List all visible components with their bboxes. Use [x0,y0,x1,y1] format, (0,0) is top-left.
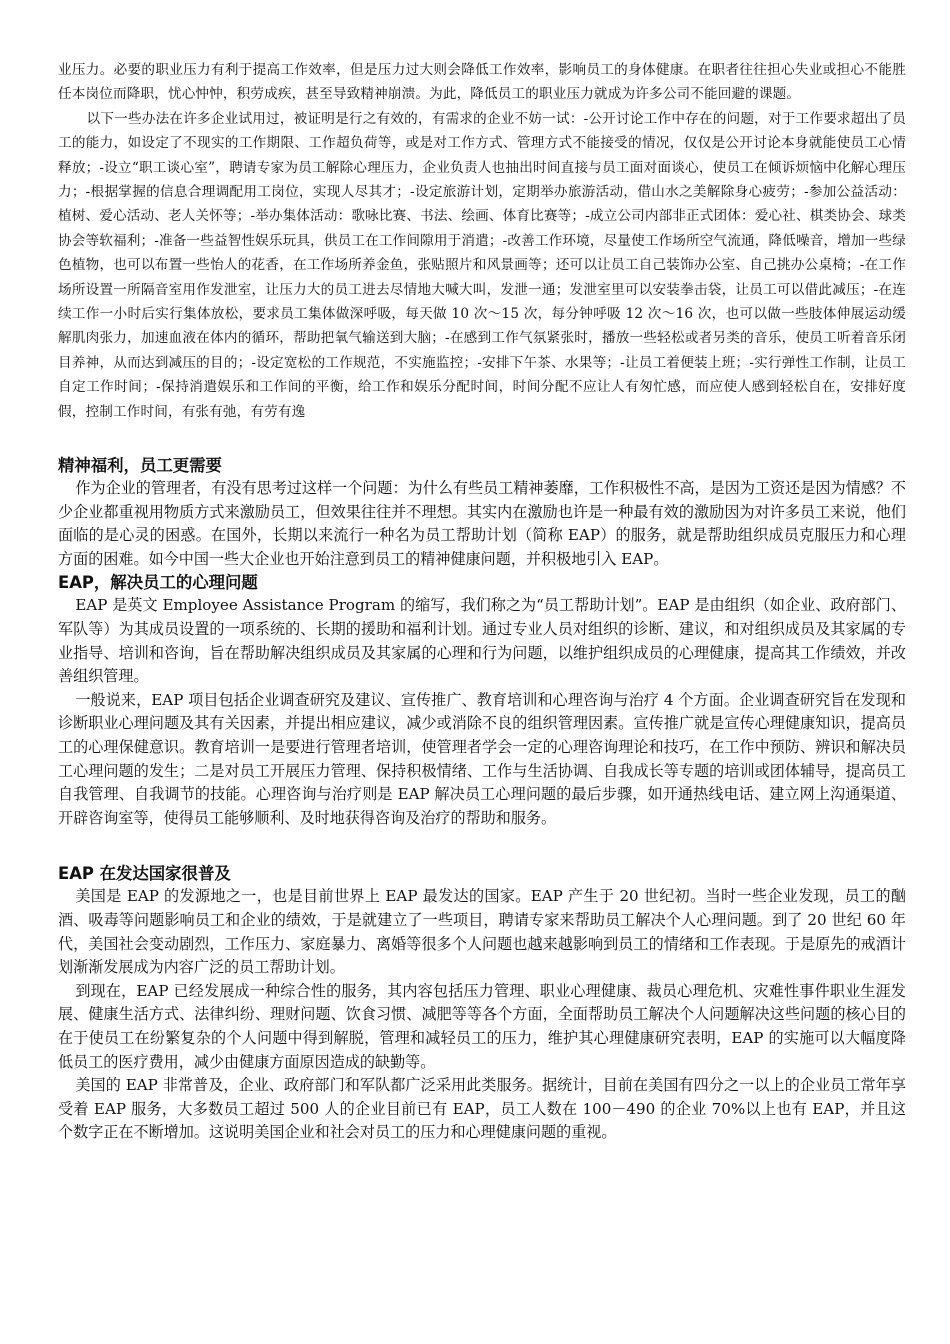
section-heading: EAP，解决员工的心理问题 [58,573,258,593]
stress-methods-paragraph: 以下一些办法在许多企业试用过，被证明是行之有效的，有需求的企业不妨一试：-公开讨论工作中存在的问题，对于工作要求超出了员工的能力，如设定了不现实的工作期限、工作超负荷等，或是对工作方式、管理方式不能接受的情况，仅仅是公开讨论本身就能使员工心情释放；-设立“职工谈心室”，聘请专家为员工解除心理压力，企业负责人也抽出时间直接与员工面对面谈心，使员工在倾诉烦恼中化解心理压力；-根据掌握的信息合理调配用工岗位，实现人尽其才；-设定旅游计划，定期举办旅游活动，借山水之美解除身心疲劳；-参加公益活动：植树、爱心活动、老人关怀等；-举办集体活动：歌咏比赛、书法、绘画、体育比赛等；-成立公司内部非正式团体：爱心社、棋类协会、球类协会等软福利；-准备一些益智性娱乐玩具，供员工在工作间隙用于消遣；-改善工作环境，尽量使工作场所空气流通，降低噪音，增加一些绿色植物，也可以布置一些怡人的花香，在工作场所养金鱼，张贴照片和风景画等；还可以让员工自己装饰办公室、自己挑办公桌椅；-在工作场所设置一所隔音室用作发泄室，让压力大的员工进去尽情地大喊大叫，发泄一通；发泄室里可以安装拳击袋，让员工可以借此减压；-在连续工作一小时后实行集体放松，要求员工集体做深呼吸，每天做 10 次～15 次，每分钟呼吸 12 次～16 次，也可以做一些肢体伸展运动缓解肌肉张力，加速血液在体内的循环，帮助把氧气输送到大脑；-在感到工作气氛紧张时，播放一些轻松或者另类的音乐，使员工听着音乐闭目养神，从而达到减压的目的；-设定宽松的工作规范，不实施监控；-安排下午茶、水果等；-让员工着便装上班；-实行弹性工作制，让员工自定工作时间；-保持消遣娱乐和工作间的平衡，给工作和娱乐分配时间，时间分配不应让人有匆忙感，而应使人感到轻松自在，安排好度假，控制工作时间，有张有弛，有劳有逸 [58,110,906,420]
section-paragraph: 作为企业的管理者，有没有思考过这样一个问题：为什么有些员工精神萎靡，工作积极性不高，是因为工资还是因为情感？不少企业都重视用物质方式来激励员工，但效果往往并不理想。其实内在激励也许是一种最有效的激励因为对许多员工来说，他们面临的是心灵的困惑。在国外，长期以来流行一种名为员工帮助计划（简称 EAP）的服务，就是帮助组织成员克服压力和心理方面的困难。如今中国一些大企业也开始注意到员工的精神健康问题，并积极地引入 EAP。 [58,479,906,568]
section-eap-developed-countries [58,862,906,1145]
section-heading: EAP 在发达国家很普及 [58,864,231,884]
intro-paragraph: 业压力。必要的职业压力有利于提高工作效率，但是压力过大则会降低工作效率，影响员工的身体健康。在职者往往担心失业或担心不能胜任本岗位而降职，忧心忡忡，积劳成疾，甚至导致精神崩溃。为此，降低员工的职业压力就成为许多公司不能回避的课题。 [58,62,906,103]
section-paragraph: 美国是 EAP 的发源地之一，也是目前世界上 EAP 最发达的国家。EAP 产生于 20 世纪初。当时一些企业发现，员工的酗酒、吸毒等问题影响员工和企业的绩效，于是就建立了一些项目，聘请专家来帮助员工解决个人心理问题。到了 20 世纪 60 年代，美国社会变动剧烈，工作压力、家庭暴力、离婚等很多个人问题也越来越影响到员工的情绪和工作表现。于是原先的戒酒计划渐渐发展成为内容广泛的员工帮助计划。 [58,887,906,977]
section-eap-psychological [58,571,906,830]
section-paragraph: 到现在，EAP 已经发展成一种综合性的服务，其内容包括压力管理、职业心理健康、裁员心理危机、灾难性事件职业生涯发展、健康生活方式、法律纠纷、理财问题、饮食习惯、减肥等等各个方面，全面帮助员工解决个人问题解决这些问题的核心目的在于使员工在纷繁复杂的个人问题中得到解脱，管理和减轻员工的压力，维护其心理健康研究表明，EAP 的实施可以大幅度降低员工的医疗费用，减少由健康方面原因造成的缺勤等。 [58,981,906,1071]
section-paragraph: 美国的 EAP 非常普及，企业、政府部门和军队都广泛采用此类服务。据统计，目前在美国有四分之一以上的企业员工常年享受着 EAP 服务，大多数员工超过 500 人的企业目前已有 EAP，员工人数在 100－490 的企业 70%以上也有 EAP，并且这个数字正在不断增加。这说明美国企业和社会对员工的压力和心理健康问题的重视。 [58,1076,906,1142]
intro-block [58,58,906,424]
section-heading: 精神福利，员工更需要 [58,456,222,476]
section-spiritual-welfare [58,454,906,571]
section-paragraph: EAP 是英文 Employee Assistance Program 的缩写，我们称之为“员工帮助计划”。EAP 是由组织（如企业、政府部门、军队等）为其成员设置的一项系统的、长期的援助和福利计划。通过专业人员对组织的诊断、建议，和对组织成员及其家属的专业指导、培训和咨询，旨在帮助解决组织成员及其家属的心理和行为问题，以维护组织成员的心理健康，提高其工作绩效，并改善组织管理。 [58,596,906,686]
section-paragraph: 一般说来，EAP 项目包括企业调查研究及建议、宣传推广、教育培训和心理咨询与治疗 4 个方面。企业调查研究旨在发现和诊断职业心理问题及其有关因素，并提出相应建议，减少或消除不良的组织管理因素。宣传推广就是宣传心理健康知识，提高员工的心理保健意识。教育培训一是要进行管理者培训，使管理者学会一定的心理咨询理论和技巧，在工作中预防、辨识和解决员工心理问题的发生；二是对员工开展压力管理、保持积极情绪、工作与生活协调、自我成长等专题的培训或团体辅导，提高员工自我管理、自我调节的技能。心理咨询与治疗则是 EAP 解决员工心理问题的最后步骤，如开通热线电话、建立网上沟通渠道、开辟咨询室等，使得员工能够顺利、及时地获得咨询及治疗的帮助和服务。 [58,690,906,827]
